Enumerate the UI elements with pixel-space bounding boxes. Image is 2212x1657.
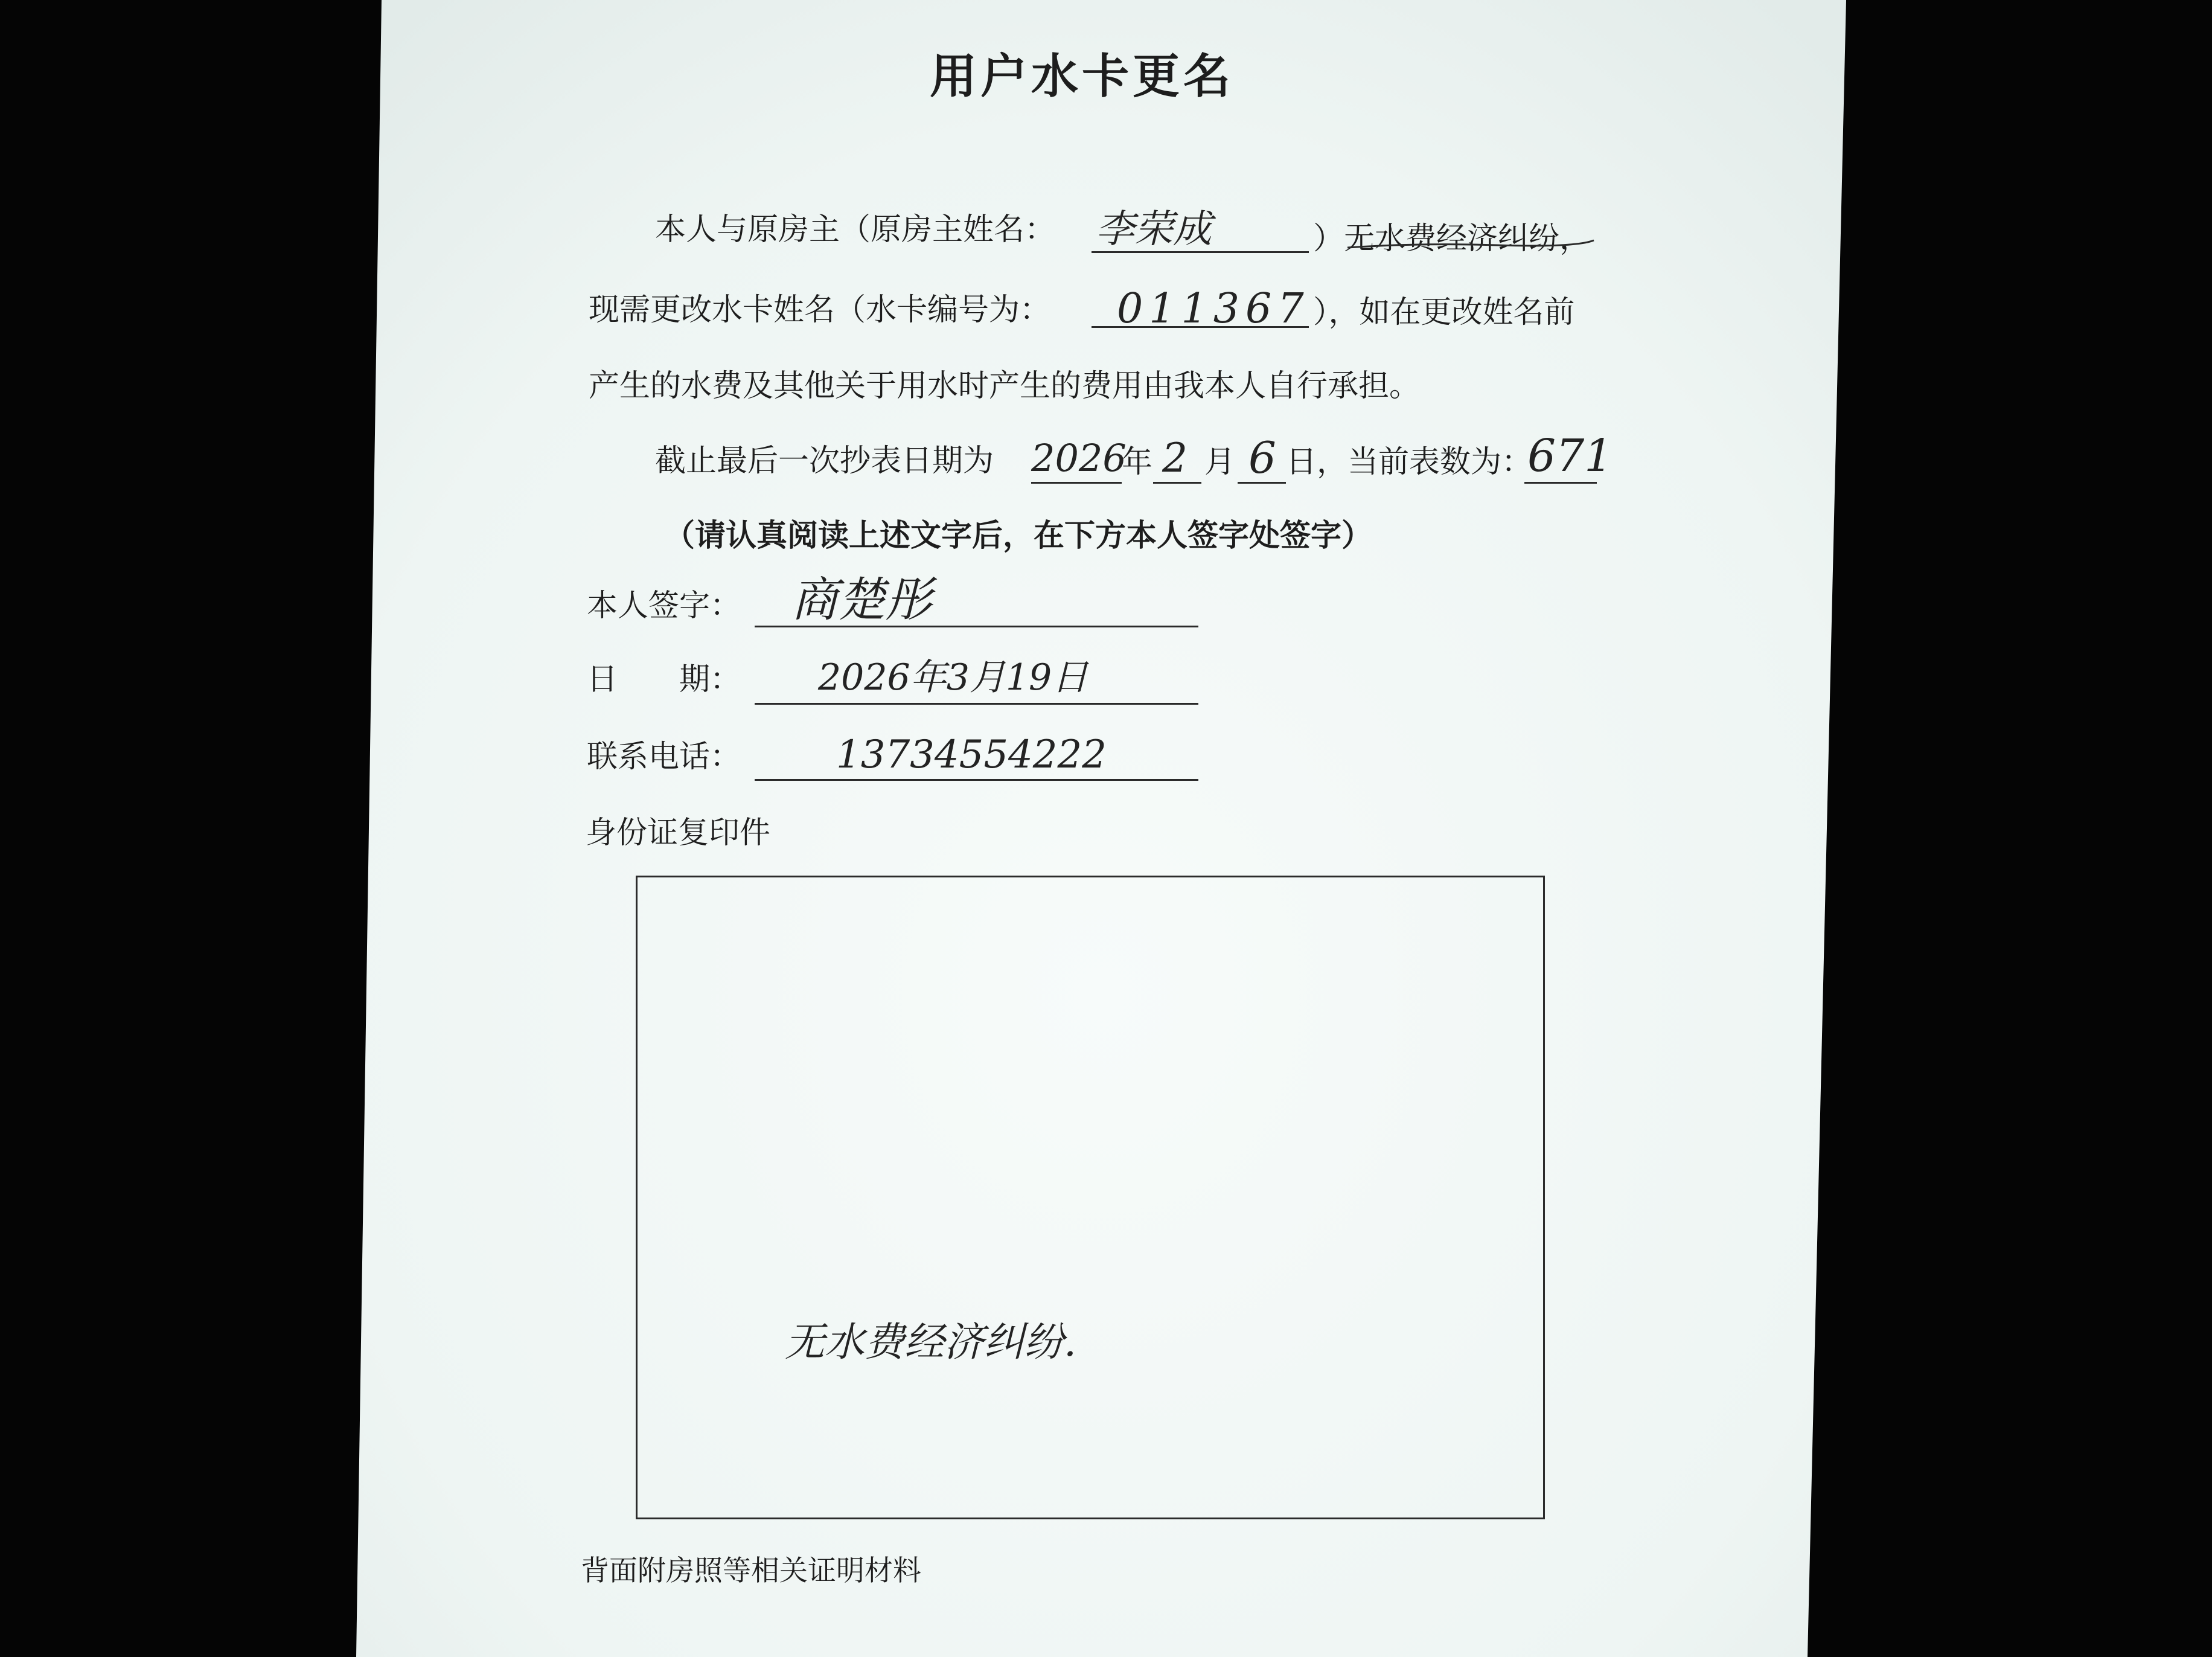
handwritten-card-number: 011367	[1117, 285, 1310, 333]
footer-note: 背面附房照等相关证明材料	[581, 1554, 921, 1588]
meter-reading-underline	[1524, 482, 1597, 484]
paragraph-line1-prefix: 本人与原房主（原房主姓名：	[655, 212, 1056, 248]
year-unit: 年	[1122, 444, 1153, 480]
paragraph-line2-prefix: 现需更改水卡姓名（水卡编号为：	[589, 292, 1051, 328]
id-copy-box	[636, 876, 1545, 1519]
handwritten-box-note: 无水费经济纠纷.	[785, 1319, 1076, 1365]
phone-underline	[755, 779, 1198, 781]
handwritten-owner-name: 李荣成	[1096, 207, 1212, 252]
instruction-text: （请认真阅读上述文字后，在下方本人签字处签字）	[664, 518, 1373, 554]
handwritten-reading-day: 6	[1248, 432, 1276, 483]
paragraph-line2-suffix: ），如在更改姓名前	[1313, 295, 1575, 330]
hand-strikethrough-mark	[1346, 234, 1600, 258]
date-underline	[755, 703, 1198, 705]
handwritten-meter-reading: 671	[1527, 430, 1613, 482]
day-unit-and-reading-label: 日，当前表数为：	[1286, 444, 1533, 480]
handwritten-phone: 13734554222	[836, 732, 1107, 777]
handwritten-sign-date: 2026年3月19日	[818, 656, 1088, 699]
paragraph-line3: 产生的水费及其他关于用水时产生的费用由我本人自行承担。	[589, 368, 1421, 404]
id-copy-label: 身份证复印件	[586, 815, 771, 851]
month-underline	[1153, 482, 1201, 484]
month-unit: 月	[1204, 444, 1236, 480]
signature-label: 本人签字：	[587, 588, 741, 624]
handwritten-signature: 商楚彤	[791, 573, 933, 627]
year-underline	[1031, 482, 1122, 484]
paragraph-line1-suffix: ）无水费经济纠纷，	[1313, 221, 1591, 257]
phone-label: 联系电话：	[587, 739, 741, 775]
reading-line-prefix: 截止最后一次抄表日期为	[655, 443, 994, 479]
date-label: 日 期：	[587, 662, 741, 697]
handwritten-reading-month: 2	[1162, 435, 1188, 481]
handwritten-reading-year: 2026	[1031, 436, 1127, 480]
document-title: 用户水卡更名	[930, 50, 1235, 104]
